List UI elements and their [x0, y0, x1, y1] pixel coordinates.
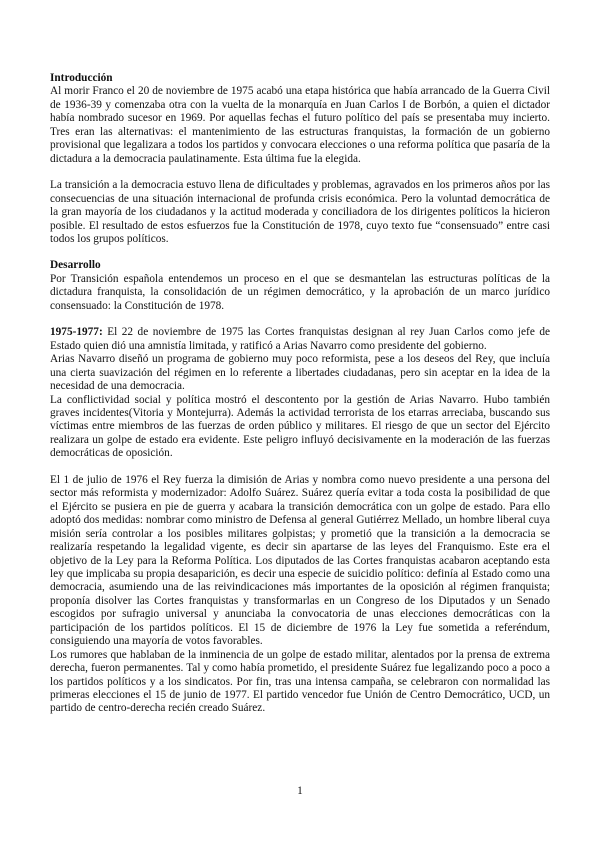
paragraph: La transición a la democracia estuvo llena de dificultades y problemas, agravados en los primeros años por las consecuencias de una situación internacional de profunda crisis económica. Pero la voluntad democrática de la gran mayoría de los ciudadanos y la actitud moderada y conciliadora de los dirigentes políticos la hicieron posible. El resultado de estos esfuerzos fue la Constitución de 1978, cuyo texto fue “consensuado” entre casi todos los grupos políticos.	[50, 179, 550, 245]
paragraph: El 1 de julio de 1976 el Rey fuerza la dimisión de Arias y nombra como nuevo presidente a una persona del sector más reformista y modernizador: Adolfo Suárez. Suárez quería evitar a toda costa la posibilidad de que el Ejército se pusiera en pie de guerra y acabara la transición democrática con un golpe de estado. Para ello adoptó dos medidas: nombrar como ministro de Defensa al general Gutiérrez Mellado, un hombre liberal cuya misión sería controlar a los posibles militares golpistas; y prometió que la transición a la democracia se realizaría respetando la legalidad vigente, es decir sin apartarse de las leyes del Franquismo. Este era el objetivo de la Ley para la Reforma Política. Los diputados de las Cortes franquistas acabaron aceptando esta ley que implicaba su propia desaparición, es decir una especie de suicidio político: definía al Estado como una democracia, asumiendo una de las reivindicaciones más importantes de la oposición al régimen franquista; proponía disolver las Cortes franquistas y transformarlas en un Congreso de los Diputados y un Senado escogidos por sufragio universal y anunciaba la convocatoria de unas elecciones democráticas con la participación de los partidos políticos. El 15 de diciembre de 1976 la Ley fue sometida a referéndum, consiguiendo una mayoría de votos favorables.	[50, 473, 550, 648]
document-body	[50, 72, 550, 716]
paragraph-gap	[50, 246, 550, 259]
paragraph-gap	[50, 313, 550, 326]
section-heading-introduccion: Introducción	[50, 72, 113, 84]
paragraph: La conflictividad social y política mostró el descontento por la gestión de Arias Navarro. Hubo también graves incidentes(Vitoria y Montejurra). Además la actividad terrorista de los etarras arreciaba, buscando sus víctimas entre miembros de las fuerzas de orden público y militares. El riesgo de que un sector del Ejército realizara un golpe de estado era evidente. Este peligro influyó decisivamente en la moderación de las fuerzas democráticas de oposición.	[50, 393, 550, 460]
paragraph-period-1975-1977	[50, 326, 550, 353]
period-label: 1975-1977:	[50, 326, 103, 339]
paragraph-text: El 22 de noviembre de 1975 las Cortes franquistas designan al rey Juan Carlos como jefe de Estado quien dió una amnistía limitada, y ratificó a Arias Navarro como presidente del gobierno.	[50, 326, 550, 352]
paragraph-gap	[50, 166, 550, 179]
section-heading-desarrollo: Desarrollo	[50, 259, 101, 272]
paragraph-gap	[50, 461, 550, 474]
page-number: 1	[297, 785, 303, 797]
paragraph: Al morir Franco el 20 de noviembre de 1975 acabó una etapa histórica que había arrancado de la Guerra Civil de 1936-39 y comenzaba otra con la vuelta de la monarquía en Juan Carlos I de Borbón, a quien el dictador había nombrado sucesor en 1969. Por aquellas fechas el futuro político del país se presentaba muy incierto. Tres eran las alternativas: el mantenimiento de las estructuras franquistas, la formación de un gobierno provisional que legalizara a todos los partidos y convocara elecciones o una reforma política que pasaría de la dictadura a la democracia paulatinamente. Esta última fue la elegida.	[50, 85, 550, 165]
paragraph: Por Transición española entendemos un proceso en el que se desmantelan las estructuras políticas de la dictadura franquista, la consolidación de un régimen democrático, y la aprobación de un marco jurídico consensuado: la Constitución de 1978.	[50, 272, 550, 312]
paragraph: Arias Navarro diseñó un programa de gobierno muy poco reformista, pese a los deseos del Rey, que incluía una cierta suavización del régimen en lo referente a libertades ciudadanas, pero sin aceptar en la idea de la necesidad de una democracia.	[50, 353, 550, 393]
paragraph: Los rumores que hablaban de la inminencia de un golpe de estado militar, alentados por la prensa de extrema derecha, fueron permanentes. Tal y como había prometido, el presidente Suárez fue legalizando poco a poco a los partidos políticos y a los sindicatos. Por fin, tras una intensa campaña, se celebraron con normalidad las primeras elecciones el 15 de junio de 1977. El partido vencedor fue Unión de Centro Democrático, UCD, un partido de centro-derecha recién creado Suárez.	[50, 648, 550, 715]
